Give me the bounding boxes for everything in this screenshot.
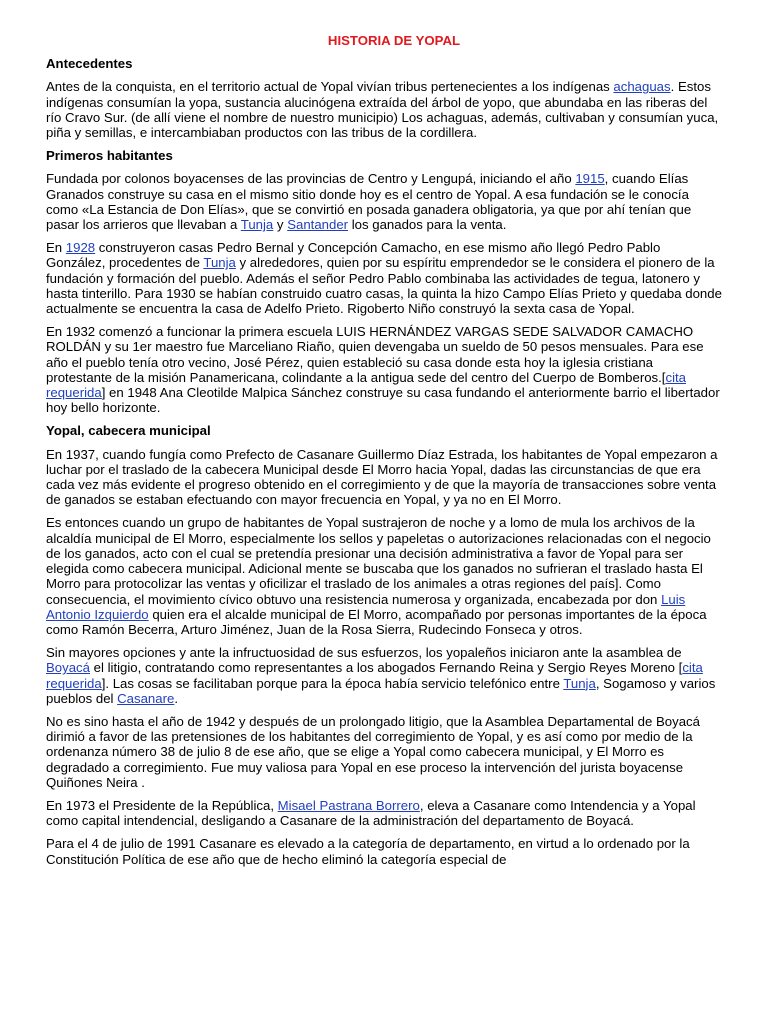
text-run: En 1932 comenzó a funcionar la primera escuela LUIS HERNÁNDEZ VARGAS SEDE SALVADOR CAMACHO ROLDÁN y su 1er maestro fue Marceliano Riaño, quien devengaba un sueldo de 50 pesos mensuales. Para ese año el pueblo tenía otro vecino, José Pérez, quien estableció su casa donde esta hoy la iglesia cristiana protestante de la misión Panamericana, colindante a la antigua sede del centro del Cuerpo de Bomberos.[ <box>46 324 704 385</box>
wiki-link[interactable]: Santander <box>287 217 349 233</box>
text-run: Fundada por colonos boyacenses de las provincias de Centro y Lengupá, iniciando el año <box>46 171 576 187</box>
text-run: ]. Las cosas se facilitaban porque para la época había servicio telefónico entre <box>101 675 564 691</box>
section-heading: Antecedentes <box>46 56 133 72</box>
text-run: construyeron casas Pedro Bernal y Concepción Camacho, en ese mismo año llegó Pedro Pablo González, procedentes de <box>46 240 661 271</box>
text-run: Sin mayores opciones y ante la infructuosidad de sus esfuerzos, los yopaleños iniciaron ante la asamblea de <box>46 645 682 661</box>
text-run: . <box>174 690 178 706</box>
section-heading: Primeros habitantes <box>46 148 173 164</box>
text-run: No es sino hasta el año de 1942 y después de un prolongado litigio, que la Asamblea Departamental de Boyacá dirimió a favor de las pretensiones de los habitantes del corregimiento de Yopal, y es así como por medio de la ordenanza número 38 de julio 8 de ese año, que se elige a Yopal como cabecera municipal, y El Morro es degradado a corregimiento. Fue muy valiosa para Yopal en ese proceso la intervención del jurista boyacense Quiñones Neira . <box>46 713 700 790</box>
paragraph <box>46 171 722 232</box>
wiki-link[interactable]: Tunja <box>563 675 596 691</box>
text-run: . Estos indígenas consumían la yopa, sustancia alucinógena extraída del árbol de yopo, que abundaba en las riberas del río Cravo Sur. (de allí viene el nombre de nuestro municipio) Los achaguas, además, cultivaban y consumían yuca, piña y semillas, e intercambiaban productos con las tribus de la cordillera. <box>46 79 719 141</box>
paragraph <box>46 645 722 706</box>
paragraph <box>46 324 722 415</box>
wiki-link[interactable]: 1928 <box>65 240 96 256</box>
paragraph <box>46 240 722 316</box>
paragraph <box>46 79 722 140</box>
text-run: el litigio, contratando como representantes a los abogados Fernando Reina y Sergio Reyes Moreno [ <box>90 660 683 676</box>
wiki-link[interactable]: 1915 <box>575 171 605 187</box>
document-page <box>46 33 722 875</box>
text-run: , eleva a Casanare como Intendencia y a Yopal como capital intendencial, desligando a Casanare de la administración del departamento de Boyacá. <box>46 797 696 829</box>
wiki-link[interactable]: achaguas <box>613 79 671 95</box>
text-run: Antes de la conquista, en el territorio actual de Yopal vivían tribus pertenecientes a los indígenas <box>46 79 614 95</box>
page-title: HISTORIA DE YOPAL <box>327 33 461 48</box>
wiki-link[interactable]: Misael Pastrana Borrero <box>277 797 420 813</box>
text-run: los ganados para la venta. <box>348 217 507 233</box>
paragraph <box>46 714 722 790</box>
paragraph <box>46 798 722 828</box>
paragraph <box>46 836 722 866</box>
wiki-link[interactable]: cita requerida <box>46 369 686 401</box>
wiki-link[interactable]: Tunja <box>203 255 236 271</box>
wiki-link[interactable]: Casanare <box>117 690 175 706</box>
paragraph <box>46 515 722 637</box>
text-run: quien era el alcalde municipal de El Morro, acompañado por personas importantes de la época como Ramón Becerra, Arturo Jiménez, Juan de la Rosa Sierra, Rudecindo Fonseca y otros. <box>46 606 707 637</box>
wiki-link[interactable]: Luis Antonio Izquierdo <box>46 591 686 622</box>
text-run: En 1973 el Presidente de la República, <box>46 797 278 813</box>
text-run: y <box>273 217 288 233</box>
text-run: En <box>46 240 66 256</box>
text-run: En 1937, cuando fungía como Prefecto de Casanare Guillermo Díaz Estrada, los habitantes de Yopal empezaron a luchar por el traslado de la cabecera Municipal desde El Morro hacia Yopal, dadas las circunstancias de que era cada vez más evidente el progreso obtenido en el corregimiento y de que la mayoría de transacciones sobre venta de ganados se estaban efectuando con mayor frecuencia en Yopal, y ya no en El Morro. <box>46 446 718 508</box>
wiki-link[interactable]: cita requerida <box>46 660 703 691</box>
text-run: Para el 4 de julio de 1991 Casanare es elevado a la categoría de departamento, en virtud a lo ordenado por la Constitución Política de ese año que de hecho eliminó la categoría especial de <box>46 836 690 867</box>
wiki-link[interactable]: Tunja <box>240 217 274 233</box>
text-run: Es entonces cuando un grupo de habitantes de Yopal sustrajeron de noche y a lomo de mula los archivos de la alcaldía municipal de El Morro, especialmente los sellos y papeletas o autorizaciones relacionadas con el negocio de los ganados, acto con el cual se pretendía presionar una decisión administrativa a favor de Yopal para ser elegida como cabecera municipal. Adicional mente se buscaba que los ganados no sufrieran el traslado hasta El Morro para protocolizar las ventas y oficilizar el traslado de los animales a otras regiones del país]. Como consecuencia, el movimiento cívico obtuvo una resistencia numerosa y organizada, encabezada por don <box>46 515 711 607</box>
wiki-link[interactable]: Boyacá <box>46 660 90 676</box>
text-run: , cuando Elías Granados construye su casa en el mismo sitio donde hoy es el centro de Yopal. A esa fundación se le conocía como «La Estancia de Don Elías», que se convirtió en posada ganadera obligatoria, ya que por ahí tenían que pasar los arrieros que llevaban a <box>46 171 692 233</box>
text-run: y alrededores, quien por su espíritu emprendedor se le considera el pionero de la fundación y formación del pueblo. Además el señor Pedro Pablo combinaba las actividades de tegua, latonero y hasta tinterillo. Para 1930 se habían construido cuatro casas, la quinta la hizo Campo Elías Prieto y quedaba donde actualmente se encuentra la casa de Adelfo Prieto. Rigoberto Niño construyó la sexta casa de Yopal. <box>46 255 722 317</box>
document-body <box>46 56 722 867</box>
text-run: , Sogamoso y varios pueblos del <box>46 675 716 706</box>
text-run: ] en 1948 Ana Cleotilde Malpica Sánchez construye su casa fundando el anteriormente barrio el libertador hoy bello horizonte. <box>46 385 720 416</box>
section-heading: Yopal, cabecera municipal <box>46 423 211 439</box>
paragraph <box>46 447 722 508</box>
